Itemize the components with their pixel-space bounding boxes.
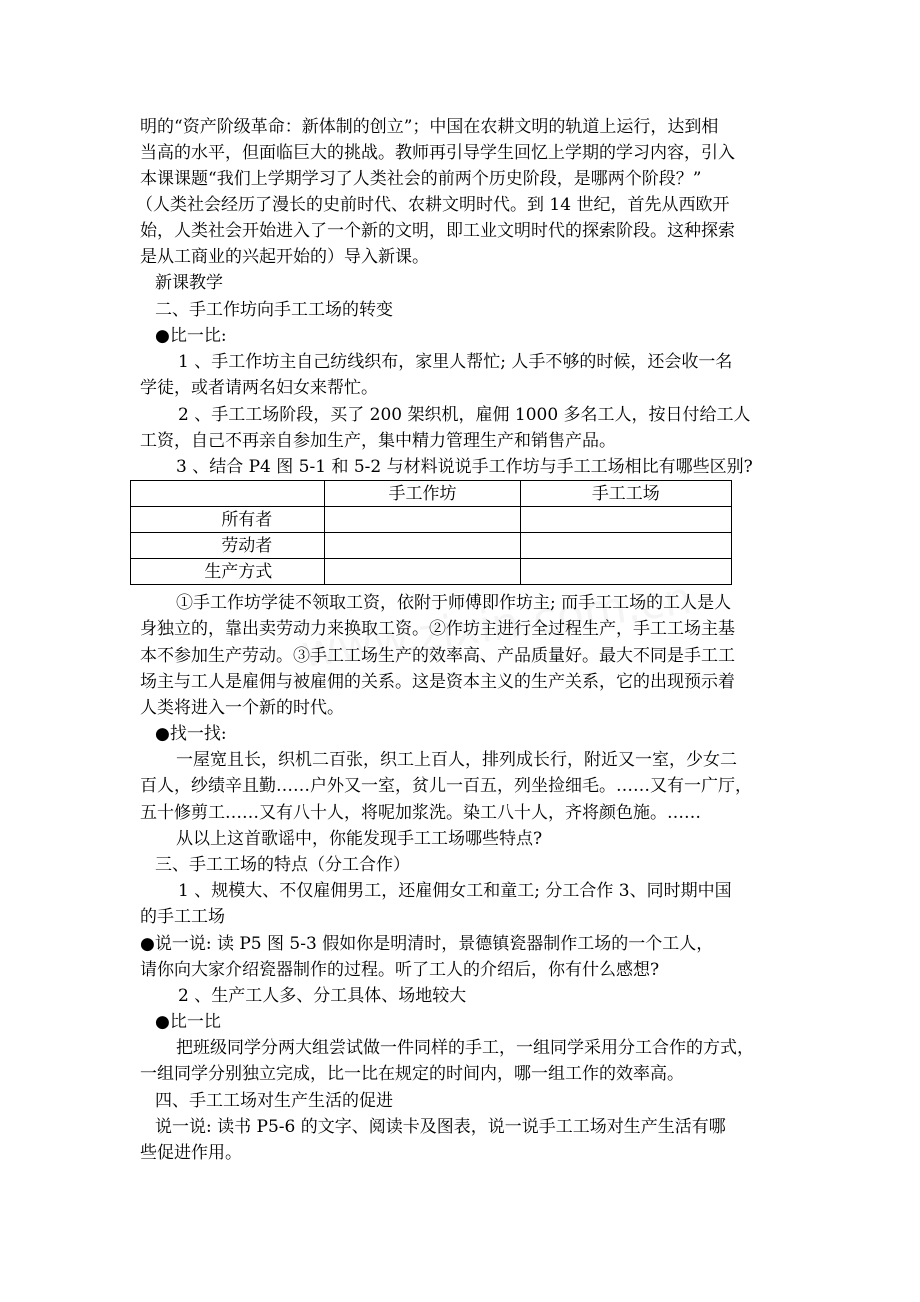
paragraph-line: ①手工作坊学徒不领取工资，依附于师傅即作坊主; 而手工工场的工人是人	[176, 593, 732, 613]
poem-line: 五十修剪工……又有八十人，将呢加浆洗。染工八十人，齐将颜色施。……	[140, 803, 701, 823]
table-cell	[520, 507, 731, 533]
section-heading: 新课教学	[155, 273, 223, 293]
paragraph-line: 把班级同学分两大组尝试做一件同样的手工，一组同学采用分工合作的方式，	[176, 1038, 754, 1058]
paragraph-line: 2 、手工工场阶段，买了 200 架织机，雇佣 1000 多名工人，按日付给工人	[178, 405, 751, 425]
paragraph-line: 身独立的，靠出卖劳动力来换取工资。②作坊主进行全过程生产，手工工场主基	[140, 619, 735, 639]
table-header-row	[131, 481, 732, 507]
paragraph-line: 始，人类社会开始进入了一个新的文明，即工业文明时代的探索阶段。这种探索	[140, 221, 735, 241]
section-heading: 四、手工工场对生产生活的促进	[155, 1091, 393, 1111]
table-row-label: 所有者	[131, 507, 325, 533]
paragraph-line: 2 、生产工人多、分工具体、场地较大	[178, 986, 467, 1006]
table-row	[131, 559, 732, 585]
table-cell	[325, 507, 520, 533]
section-heading: 二、手工作坊向手工工场的转变	[155, 300, 393, 320]
table-cell	[520, 559, 731, 585]
activity-heading: ●找一找:	[155, 724, 227, 744]
paragraph-line: 1 、手工作坊主自己纺线织布，家里人帮忙; 人手不够的时候，还会收一名	[178, 352, 733, 372]
table-row	[131, 507, 732, 533]
table-row-label: 劳动者	[131, 533, 325, 559]
poem-line: 一屋宽且长，织机二百张，织工上百人，排列成长行，附近又一室，少女二	[176, 750, 737, 770]
paragraph-line: 明的“资产阶级革命：新体制的创立”；中国在农耕文明的轨道上运行，达到相	[140, 117, 719, 137]
paragraph-line: 当高的水平，但面临巨大的挑战。教师再引导学生回忆上学期的学习内容，引入	[140, 143, 735, 163]
activity-heading: ●比一比	[155, 1012, 221, 1032]
table-cell	[325, 533, 520, 559]
paragraph-line: 从以上这首歌谣中，你能发现手工工场哪些特点?	[176, 829, 543, 849]
paragraph-line: 人类将进入一个新的时代。	[140, 698, 344, 718]
poem-line: 百人，纱绩辛且勤……户外又一室，贫儿一百五，列坐捡细毛。……又有一广厅，	[140, 776, 752, 796]
paragraph-line: 学徒，或者请两名妇女来帮忙。	[140, 378, 378, 398]
table-header-cell: 手工工场	[520, 481, 731, 507]
paragraph-line: 本不参加生产劳动。③手工工场生产的效率高、产品质量好。最大不同是手工工	[140, 646, 735, 666]
section-heading: 三、手工工场的特点（分工合作）	[155, 855, 410, 875]
paragraph-line: 是从工商业的兴起开始的）导入新课。	[140, 247, 429, 267]
activity-heading: ●说一说: 读 P5 图 5-3 假如你是明清时，景德镇瓷器制作工场的一个工人，	[140, 934, 714, 954]
paragraph-line: 工资，自己不再亲自参加生产，集中精力管理生产和销售产品。	[140, 431, 616, 451]
table-row-label: 生产方式	[131, 559, 325, 585]
paragraph-line: 场主与工人是雇佣与被雇佣的关系。这是资本主义的生产关系，它的出现预示着	[140, 672, 735, 692]
table-cell	[325, 559, 520, 585]
paragraph-line: 请你向大家介绍瓷器制作的过程。听了工人的介绍后，你有什么感想?	[140, 960, 660, 980]
paragraph-line: 1 、规模大、不仅雇佣男工，还雇佣女工和童工; 分工合作 3、同时期中国	[178, 881, 732, 901]
comparison-table	[130, 480, 732, 585]
table-header-cell: 手工作坊	[325, 481, 520, 507]
paragraph-line: 本课课题“我们上学期学习了人类社会的前两个历史阶段，是哪两个阶段？”	[140, 169, 702, 189]
table-cell	[520, 533, 731, 559]
paragraph-line: 一组同学分别独立完成，比一比在规定的时间内，哪一组工作的效率高。	[140, 1064, 684, 1084]
table-header-cell	[131, 481, 325, 507]
paragraph-line: （人类社会经历了漫长的史前时代、农耕文明时代。到 14 世纪，首先从西欧开	[136, 195, 730, 215]
table-row	[131, 533, 732, 559]
paragraph-line: 的手工工场	[140, 907, 225, 927]
paragraph-line: 说一说: 读书 P5-6 的文字、阅读卡及图表，说一说手工工场对生产生活有哪	[155, 1117, 726, 1137]
paragraph-line: 3 、结合 P4 图 5-1 和 5-2 与材料说说手工作坊与手工工场相比有哪些区别?	[176, 457, 753, 477]
paragraph-line: 些促进作用。	[140, 1143, 242, 1163]
activity-heading: ●比一比:	[155, 326, 227, 346]
